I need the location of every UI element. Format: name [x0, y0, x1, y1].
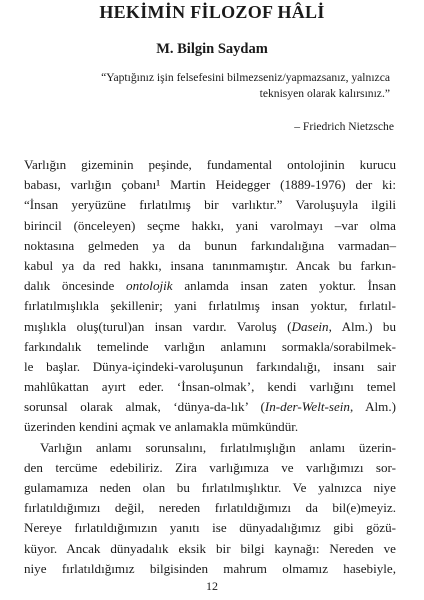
text-line: fırlatılmışlıkla şekillenir; yani fırlatılmış insan yoktur, fırlatıl-	[24, 298, 396, 314]
text-line: dalık öncesinde ontolojik anlamda insan zaten yoktur. İnsan	[24, 278, 397, 294]
author-name: M. Bilgin Saydam	[156, 41, 268, 57]
text-line: birincil (önceleyen) seçme hakkı, yani varolmayı –var olma	[24, 217, 396, 233]
paragraph-1	[24, 155, 396, 438]
text-line: farkındalık temelinde varlığın anlamını sormakla/sorabilmek-	[24, 338, 396, 354]
text-line: babası, varlığın çobanı¹ Martin Heidegger (1889-1976) der ki:	[24, 177, 396, 193]
text-line: den tercüme edebiliriz. Zira varlığımıza ve varlığımızı sor-	[24, 459, 396, 475]
text-line: fırlatıldığımızı değil, nereden fırlatıldığımızı da bil(e)meyiz.	[24, 500, 396, 516]
body-text	[24, 155, 396, 579]
text-line: gulamamıza neden olan bu fırlatılmışlıktır. Ve yalnızca niye	[24, 480, 396, 495]
text-line: niye fırlatıldığımız bilgisinden mahrum olmamız hasebiyle,	[24, 560, 396, 576]
paragraph-2	[24, 438, 396, 579]
text-line: le başlar. Dünya-içindeki-varoluşunun farkındalığı, insanı sair	[24, 358, 396, 374]
text-line: üzerinden kendini açmak ve anlamakla mümkündür.	[24, 419, 299, 435]
text-line: mışlıkla oluş(turul)an insan vardır. Varoluş (Dasein, Alm.) bu	[24, 318, 396, 334]
text-line: Varlığın gizeminin peşinde, fundamental ontolojinin kurucu	[24, 157, 396, 172]
text-line: mahlûkattan ayırt eder. ‘İnsan-olmak’, kendi varlığını temel	[24, 379, 396, 395]
epigraph-line: “Yaptığınız işin felsefesini bilmezseniz/yapmazsanız, yalnızca	[101, 71, 390, 84]
epigraph-line: teknisyen olarak kalırsınız.”	[259, 87, 390, 100]
text-line: Varlığın anlamı sorunsalını, fırlatılmışlığın anlamı üzerin-	[40, 439, 396, 455]
text-line: noktasına gelmeden ya da bunun farkındalığına varmadan–	[24, 237, 396, 253]
text-line: sorunsal olarak almak, ‘dünya-da-lık’ (In-der-Welt-sein, Alm.)	[24, 399, 396, 415]
text-line: kabul ya da red hakkı, insana tanınmamıştır. Ancak bu farkın-	[24, 257, 396, 273]
page-number: 12	[206, 579, 218, 593]
chapter-title: HEKİMİN FİLOZOF HÂLİ	[99, 2, 325, 22]
text-line: küyor. Ancak dünyadalık eksik bir bilgi kaynağı: Nereden ve	[24, 540, 396, 556]
epigraph	[60, 70, 390, 102]
text-line: “İnsan yeryüzüne fırlatılmış bir varlıktır.” Varoluşuyla ilgili	[24, 197, 396, 213]
text-line: Nereye fırlatıldığımızın yanıtı ise dünyadalığımız gibi gözü-	[24, 520, 396, 536]
epigraph-attribution: – Friedrich Nietzsche	[294, 120, 394, 133]
